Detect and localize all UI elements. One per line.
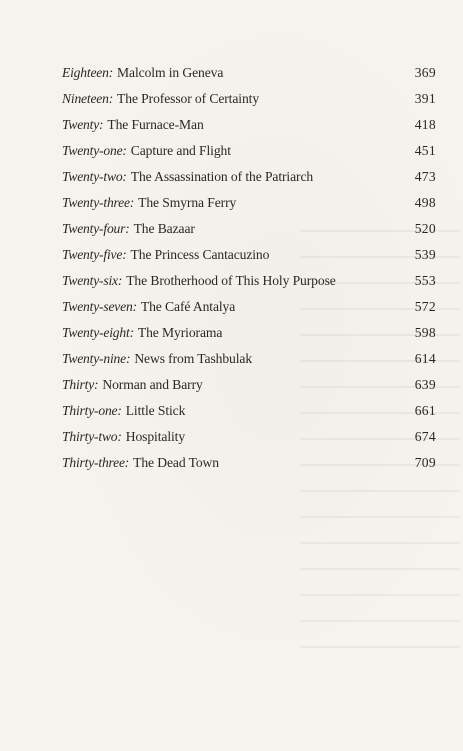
toc-entry	[62, 193, 436, 219]
chapter-number: Eighteen:	[62, 65, 114, 80]
chapter-number: Twenty-six:	[62, 273, 123, 288]
chapter-number: Twenty-seven:	[62, 299, 137, 314]
page-number: 418	[414, 117, 436, 132]
toc-entry	[62, 167, 436, 193]
page-number: 498	[414, 195, 436, 210]
page-number: 572	[414, 299, 436, 314]
chapter-title: The Furnace-Man	[107, 117, 204, 132]
page-number: 553	[414, 273, 436, 288]
toc-entry	[62, 453, 436, 479]
chapter-number: Twenty-four:	[62, 221, 130, 236]
chapter-title: The Smyrna Ferry	[138, 195, 237, 210]
page-number: 520	[414, 221, 436, 236]
chapter-number: Twenty-eight:	[62, 325, 134, 340]
page-number: 598	[414, 325, 436, 340]
chapter-number: Thirty-three:	[62, 455, 130, 470]
page-number: 709	[414, 455, 436, 470]
chapter-title: Hospitality	[125, 429, 186, 444]
toc-entry	[62, 427, 436, 453]
chapter-number: Thirty-two:	[62, 429, 122, 444]
chapter-title: Capture and Flight	[130, 143, 231, 158]
chapter-title: The Assassination of the Patriarch	[130, 169, 314, 184]
page-number: 473	[414, 169, 436, 184]
table-of-contents	[62, 63, 436, 479]
toc-entry	[62, 323, 436, 349]
chapter-number: Twenty-five:	[62, 247, 127, 262]
chapter-title: The Dead Town	[133, 455, 219, 470]
chapter-title: Little Stick	[125, 403, 186, 418]
page-number: 391	[414, 91, 436, 106]
page-number: 639	[414, 377, 436, 392]
chapter-number: Twenty-nine:	[62, 351, 131, 366]
chapter-number: Twenty-three:	[62, 195, 135, 210]
chapter-title: The Brotherhood of This Holy Purpose	[126, 273, 336, 288]
chapter-title: The Bazaar	[133, 221, 195, 236]
chapter-number: Twenty-two:	[62, 169, 127, 184]
toc-entry	[62, 89, 436, 115]
chapter-title: News from Tashbulak	[134, 351, 253, 366]
chapter-number: Twenty-one:	[62, 143, 127, 158]
page-number: 674	[414, 429, 436, 444]
page-number: 539	[414, 247, 436, 262]
toc-entry	[62, 401, 436, 427]
chapter-title: Malcolm in Geneva	[117, 65, 224, 80]
toc-entry	[62, 245, 436, 271]
chapter-title: The Professor of Certainty	[117, 91, 260, 106]
chapter-title: The Café Antalya	[140, 299, 236, 314]
chapter-title: The Princess Cantacuzino	[130, 247, 270, 262]
page-number: 661	[414, 403, 436, 418]
chapter-title: The Myriorama	[137, 325, 223, 340]
toc-entry	[62, 115, 436, 141]
toc-entry	[62, 271, 436, 297]
toc-entry	[62, 219, 436, 245]
chapter-number: Twenty:	[62, 117, 104, 132]
chapter-number: Thirty-one:	[62, 403, 122, 418]
toc-entry	[62, 375, 436, 401]
chapter-number: Nineteen:	[62, 91, 114, 106]
toc-entry	[62, 297, 436, 323]
page-number: 451	[414, 143, 436, 158]
toc-entry	[62, 141, 436, 167]
toc-entry	[62, 349, 436, 375]
chapter-title: Norman and Barry	[102, 377, 203, 392]
page-number: 614	[414, 351, 436, 366]
page-number: 369	[414, 65, 436, 80]
toc-entry	[62, 63, 436, 89]
chapter-number: Thirty:	[62, 377, 99, 392]
